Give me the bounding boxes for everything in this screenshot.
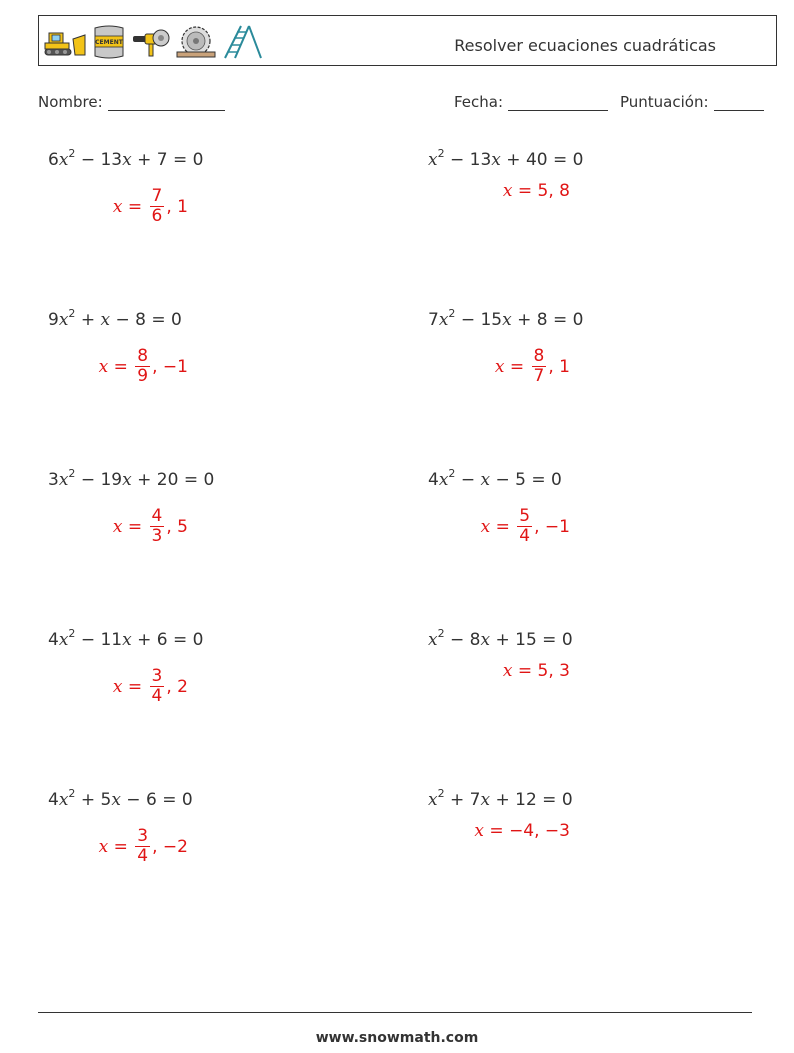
equation [48, 467, 215, 490]
rhs: 0 [203, 470, 215, 490]
answer [113, 507, 188, 546]
op2: + [490, 790, 516, 810]
var-x: x [58, 150, 69, 170]
coef-a: 6 [48, 150, 59, 170]
var-x: x [428, 790, 438, 810]
name-label: Nombre: [38, 93, 103, 111]
op1: − [444, 630, 470, 650]
answer-var: x [502, 661, 513, 681]
var-x: x [502, 310, 512, 330]
answer-rest: , 1 [166, 196, 188, 217]
fraction-numerator: 3 [137, 826, 149, 846]
date-field[interactable] [454, 93, 608, 111]
var-x: x [58, 310, 69, 330]
var-x: x [58, 470, 69, 490]
answer-rest: , −1 [152, 356, 188, 377]
var-x: x [58, 790, 69, 810]
const-c: 12 [515, 790, 537, 810]
const-c: 6 [156, 630, 168, 650]
exponent: 2 [448, 467, 456, 480]
exponent: 2 [448, 307, 456, 320]
answer [503, 661, 570, 681]
op1: + [75, 310, 101, 330]
var-x: x [438, 470, 449, 490]
coef-a: 9 [48, 310, 59, 330]
answer-equals: = [122, 196, 148, 217]
equals: = [178, 470, 204, 490]
op2: − [120, 790, 146, 810]
op1: − [75, 150, 101, 170]
exponent: 2 [68, 147, 76, 160]
op2: + [511, 310, 537, 330]
answer [503, 181, 570, 201]
score-blank[interactable] [714, 94, 764, 111]
angle-grinder-icon [131, 24, 171, 60]
answer [481, 507, 570, 546]
answer-var: x [502, 181, 513, 201]
var-x: x [122, 630, 132, 650]
bulldozer-icon [43, 27, 87, 57]
fraction-denominator: 4 [519, 526, 531, 546]
header-box [38, 15, 777, 66]
exponent: 2 [68, 627, 76, 640]
cement-bag-icon [91, 24, 127, 60]
equation [428, 467, 562, 490]
var-x: x [491, 150, 501, 170]
fraction-numerator: 8 [137, 346, 149, 366]
equation [48, 627, 204, 650]
fraction-denominator: 4 [137, 846, 149, 866]
fraction-denominator: 7 [533, 366, 545, 386]
ladder-icon [221, 24, 265, 60]
var-x: x [438, 310, 449, 330]
equals: = [536, 790, 562, 810]
fraction-numerator: 4 [151, 506, 163, 526]
answer-rest: , 1 [548, 356, 570, 377]
equals: = [536, 630, 562, 650]
score-label: Puntuación: [620, 93, 709, 111]
saw-blade-icon [175, 24, 217, 60]
name-field[interactable] [38, 93, 225, 111]
answer-var: x [98, 836, 109, 857]
answer-values: −4, −3 [509, 821, 570, 841]
coef-b: 8 [469, 630, 481, 650]
equals: = [167, 630, 193, 650]
exponent: 2 [68, 307, 76, 320]
exponent: 2 [68, 467, 76, 480]
answer-var: x [474, 821, 484, 841]
coef-a: 3 [48, 470, 59, 490]
op2: + [490, 630, 516, 650]
answer-fraction [517, 507, 532, 546]
answer-fraction [150, 507, 165, 546]
answer [495, 347, 570, 386]
var-x: x [58, 630, 69, 650]
rhs: 0 [192, 150, 204, 170]
const-c: 8 [135, 310, 146, 330]
answer-fraction [135, 827, 150, 866]
var-x: x [480, 790, 491, 810]
answer [99, 347, 188, 386]
answer-var: x [112, 676, 123, 697]
rhs: 0 [572, 310, 584, 330]
fraction-numerator: 8 [533, 346, 545, 366]
op1: + [444, 790, 470, 810]
coef-b: 5 [100, 790, 112, 810]
coef-b: 7 [469, 790, 481, 810]
answer-equals: = [504, 356, 530, 377]
var-x: x [122, 150, 132, 170]
var-x: x [122, 470, 132, 490]
op1: − [444, 150, 470, 170]
var-x: x [111, 790, 121, 810]
coef-a: 4 [48, 790, 59, 810]
const-c: 7 [156, 150, 168, 170]
op1: − [455, 310, 481, 330]
op2: + [131, 470, 157, 490]
equals: = [547, 150, 573, 170]
equation [428, 627, 573, 650]
coef-b: 15 [480, 310, 503, 330]
rhs: 0 [171, 310, 182, 330]
equation [48, 147, 204, 170]
rhs: 0 [561, 630, 573, 650]
fraction-denominator: 3 [151, 526, 163, 546]
var-x: x [428, 630, 438, 650]
answer-rest: , 2 [166, 676, 188, 697]
exponent: 2 [437, 627, 445, 640]
rhs: 0 [572, 150, 584, 170]
op2: − [110, 310, 136, 330]
rhs: 0 [561, 790, 573, 810]
answer-values: 5, 8 [537, 181, 570, 201]
answer [474, 821, 570, 841]
op1: − [455, 470, 481, 490]
footer-divider [38, 1012, 752, 1013]
answer [113, 187, 188, 226]
coef-b: 13 [469, 150, 492, 170]
exponent: 2 [68, 787, 76, 800]
op2: + [131, 630, 157, 650]
answer-values: 5, 3 [537, 661, 570, 681]
op2: − [490, 470, 516, 490]
answer-var: x [494, 356, 505, 377]
op2: + [131, 150, 157, 170]
answer-var: x [98, 356, 109, 377]
coef-b: 19 [100, 470, 123, 490]
var-x: x [480, 470, 491, 490]
op1: − [75, 470, 101, 490]
answer-equals: = [512, 661, 538, 681]
coef-b: 11 [100, 630, 123, 650]
exponent: 2 [437, 787, 445, 800]
equals: = [156, 790, 182, 810]
rhs: 0 [192, 630, 204, 650]
const-c: 6 [145, 790, 157, 810]
equation [48, 787, 193, 810]
footer-url: www.snowmath.com [315, 1030, 479, 1046]
const-c: 5 [515, 470, 526, 490]
fraction-denominator: 9 [137, 366, 149, 386]
answer-equals: = [484, 821, 510, 841]
op1: − [75, 630, 101, 650]
date-blank[interactable] [508, 94, 608, 111]
equation [428, 147, 584, 170]
answer-fraction [135, 347, 150, 386]
const-c: 40 [525, 150, 548, 170]
answer-fraction [532, 347, 547, 386]
rhs: 0 [181, 790, 193, 810]
const-c: 20 [156, 470, 179, 490]
answer [113, 667, 188, 706]
equals: = [145, 310, 172, 330]
const-c: 8 [536, 310, 548, 330]
fraction-numerator: 7 [151, 186, 163, 206]
rhs: 0 [551, 470, 562, 490]
op2: + [500, 150, 526, 170]
answer-var: x [112, 196, 123, 217]
date-label: Fecha: [454, 93, 504, 111]
fraction-denominator: 6 [151, 206, 163, 226]
fraction-denominator: 4 [151, 686, 163, 706]
answer-equals: = [108, 356, 134, 377]
answer-equals: = [108, 836, 134, 857]
equals: = [547, 310, 573, 330]
const-c: 15 [515, 630, 537, 650]
answer-equals: = [122, 676, 148, 697]
worksheet-title: Resolver ecuaciones cuadráticas [454, 36, 716, 55]
equation [428, 787, 573, 810]
answer-rest: , −1 [534, 516, 570, 537]
exponent: 2 [437, 147, 445, 160]
equals: = [525, 470, 552, 490]
coef-b: 13 [100, 150, 123, 170]
answer-rest: , 5 [166, 516, 188, 537]
coef-a: 4 [428, 470, 439, 490]
answer-var: x [480, 516, 491, 537]
name-blank[interactable] [108, 94, 225, 111]
answer-rest: , −2 [152, 836, 188, 857]
answer-equals: = [512, 181, 538, 201]
svg-text:CEMENT: CEMENT [95, 39, 123, 46]
fraction-numerator: 5 [519, 506, 531, 526]
coef-a: 7 [428, 310, 439, 330]
equation [48, 307, 182, 330]
answer [99, 827, 188, 866]
answer-fraction [150, 187, 165, 226]
header-icons [43, 22, 265, 62]
fraction-numerator: 3 [151, 666, 163, 686]
answer-var: x [112, 516, 123, 537]
op1: + [75, 790, 101, 810]
answer-equals: = [122, 516, 148, 537]
var-x: x [480, 630, 491, 650]
var-x: x [100, 310, 111, 330]
coef-a: 4 [48, 630, 59, 650]
answer-fraction [150, 667, 165, 706]
equals: = [167, 150, 193, 170]
equation [428, 307, 584, 330]
score-field[interactable] [620, 93, 764, 111]
answer-equals: = [490, 516, 516, 537]
var-x: x [428, 150, 438, 170]
